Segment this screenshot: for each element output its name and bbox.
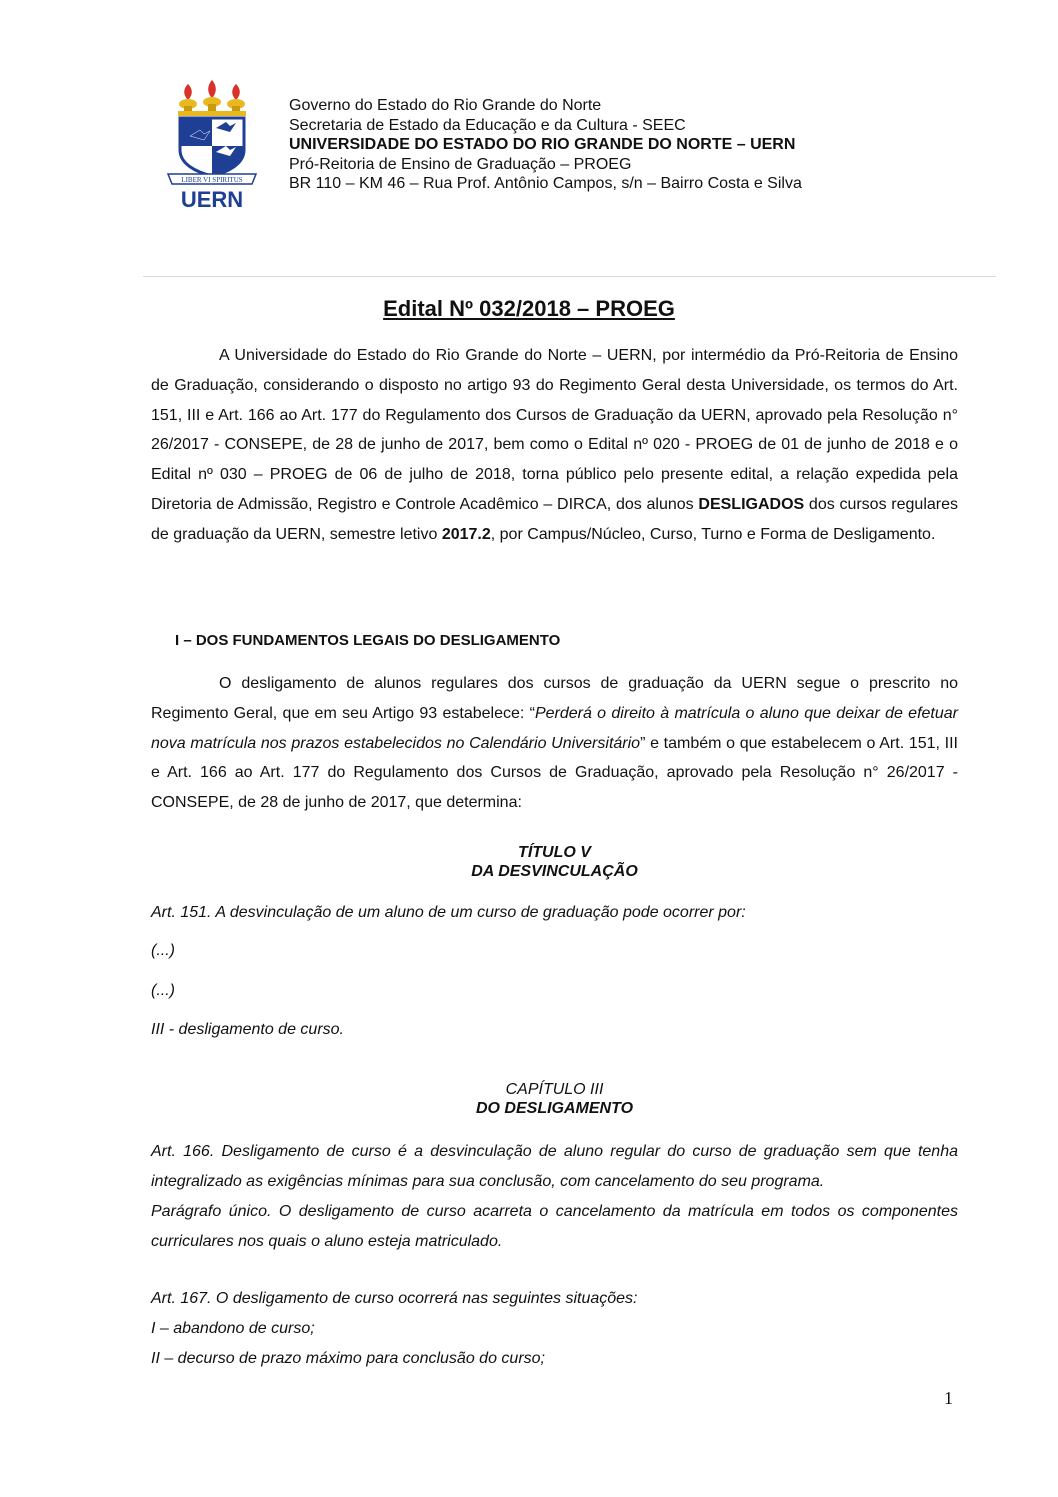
art166-paragrafo: Parágrafo único. O desligamento de curso acarreta o cancelamento da matrícula em todos os componentes curriculares nos quais o aluno esteja matriculado. xyxy=(151,1203,958,1250)
section-text-1: O desligamento de alunos regulares dos cursos de graduação da UERN segue o prescrito no Regimento Geral, que em seu Artigo 93 estabelece: “ xyxy=(151,675,958,722)
capitulo-iii-line2: DO DESLIGAMENTO xyxy=(475,1100,634,1117)
art166-text: Art. 166. Desligamento de curso é a desvinculação de aluno regular do curso de graduação sem que tenha integralizado as exigências mínimas para sua conclusão, com cancelamento do seu programa. xyxy=(151,1143,958,1190)
svg-text:UERN: UERN xyxy=(180,187,244,210)
header-line-secretaria: Secretaria de Estado da Educação e da Cultura - SEEC xyxy=(289,116,686,134)
intro-bold-desligados: DESLIGADOS xyxy=(698,495,805,513)
art167-text: Art. 167. O desligamento de curso ocorrerá nas seguintes situações: xyxy=(151,1290,638,1307)
header-line-proeg: Pró-Reitoria de Ensino de Graduação – PROEG xyxy=(289,155,632,173)
uern-logo xyxy=(160,78,264,210)
page-number: 1 xyxy=(944,1388,953,1408)
art166-block xyxy=(151,1137,958,1257)
svg-text:LIBER VI SPIRITUS: LIBER VI SPIRITUS xyxy=(181,176,243,184)
art151-item-3: III - desligamento de curso. xyxy=(151,1021,344,1038)
art151-item-2: (...) xyxy=(151,982,175,999)
titulo-v-heading xyxy=(151,843,958,881)
torches xyxy=(178,80,246,116)
section-paragraph xyxy=(151,669,958,818)
titulo-v-line1: TÍTULO V xyxy=(518,844,591,861)
uern-crest-icon xyxy=(160,78,264,210)
intro-text-1: A Universidade do Estado do Rio Grande do Norte – UERN, por intermédio da Pró-Reitoria de Ensino de Graduação, considerando o disposto no artigo 93 do Regimento Geral desta Universidade, os termos do Art. 151, III e Art. 166 ao Art. 177 do Regulamento dos Cursos de Graduação da UERN, aprovado pela Resolução n° 26/2017 - CONSEPE, de 28 de junho de 2017, bem como o Edital nº 020 - PROEG de 01 de junho de 2018 e o Edital nº 030 – PROEG de 06 de julho de 2018, torna público pelo presente edital, a relação expedida pela Diretoria de Admissão, Registro e Controle Acadêmico – DIRCA, dos alunos xyxy=(151,347,958,513)
header-line-university: UNIVERSIDADE DO ESTADO DO RIO GRANDE DO NORTE – UERN xyxy=(289,136,796,153)
institution-header xyxy=(289,96,802,194)
art167-item-1: I – abandono de curso; xyxy=(151,1320,315,1337)
intro-text-2: dos cursos regulares de graduação da UERN, semestre letivo xyxy=(151,495,958,543)
header-line-government: Governo do Estado do Rio Grande do Norte xyxy=(289,97,602,114)
header-line-address: BR 110 – KM 46 – Rua Prof. Antônio Campos, s/n – Bairro Costa e Silva xyxy=(289,175,802,192)
page-title: Edital Nº 032/2018 – PROEG xyxy=(383,296,675,321)
art167-item-2: II – decurso de prazo máximo para conclusão do curso; xyxy=(151,1350,545,1367)
header-divider xyxy=(143,276,996,277)
capitulo-iii-heading xyxy=(151,1080,958,1118)
art151-item-1: (...) xyxy=(151,942,175,959)
intro-paragraph xyxy=(151,341,958,550)
art151-text: Art. 151. A desvinculação de um aluno de um curso de graduação pode ocorrer por: xyxy=(151,904,746,921)
intro-bold-semester: 2017.2 xyxy=(441,525,491,543)
section-heading: I – DOS FUNDAMENTOS LEGAIS DO DESLIGAMENTO xyxy=(175,632,561,649)
capitulo-iii-line1: CAPÍTULO III xyxy=(505,1081,604,1098)
titulo-v-line2: DA DESVINCULAÇÃO xyxy=(471,863,638,880)
section-quote: Perderá o direito à matrícula o aluno que deixar de efetuar nova matrícula nos prazos estabelecidos no Calendário Universitário xyxy=(151,704,958,752)
intro-text-3: , por Campus/Núcleo, Curso, Turno e Forma de Desligamento. xyxy=(490,525,936,543)
section-text-2: ” e também o que estabelecem o Art. 151, III e Art. 166 ao Art. 177 do Regulamento dos Cursos de Graduação, aprovado pela Resolução n° 26/2017 - CONSEPE, de 28 de junho de 2017, que determina: xyxy=(151,734,958,812)
